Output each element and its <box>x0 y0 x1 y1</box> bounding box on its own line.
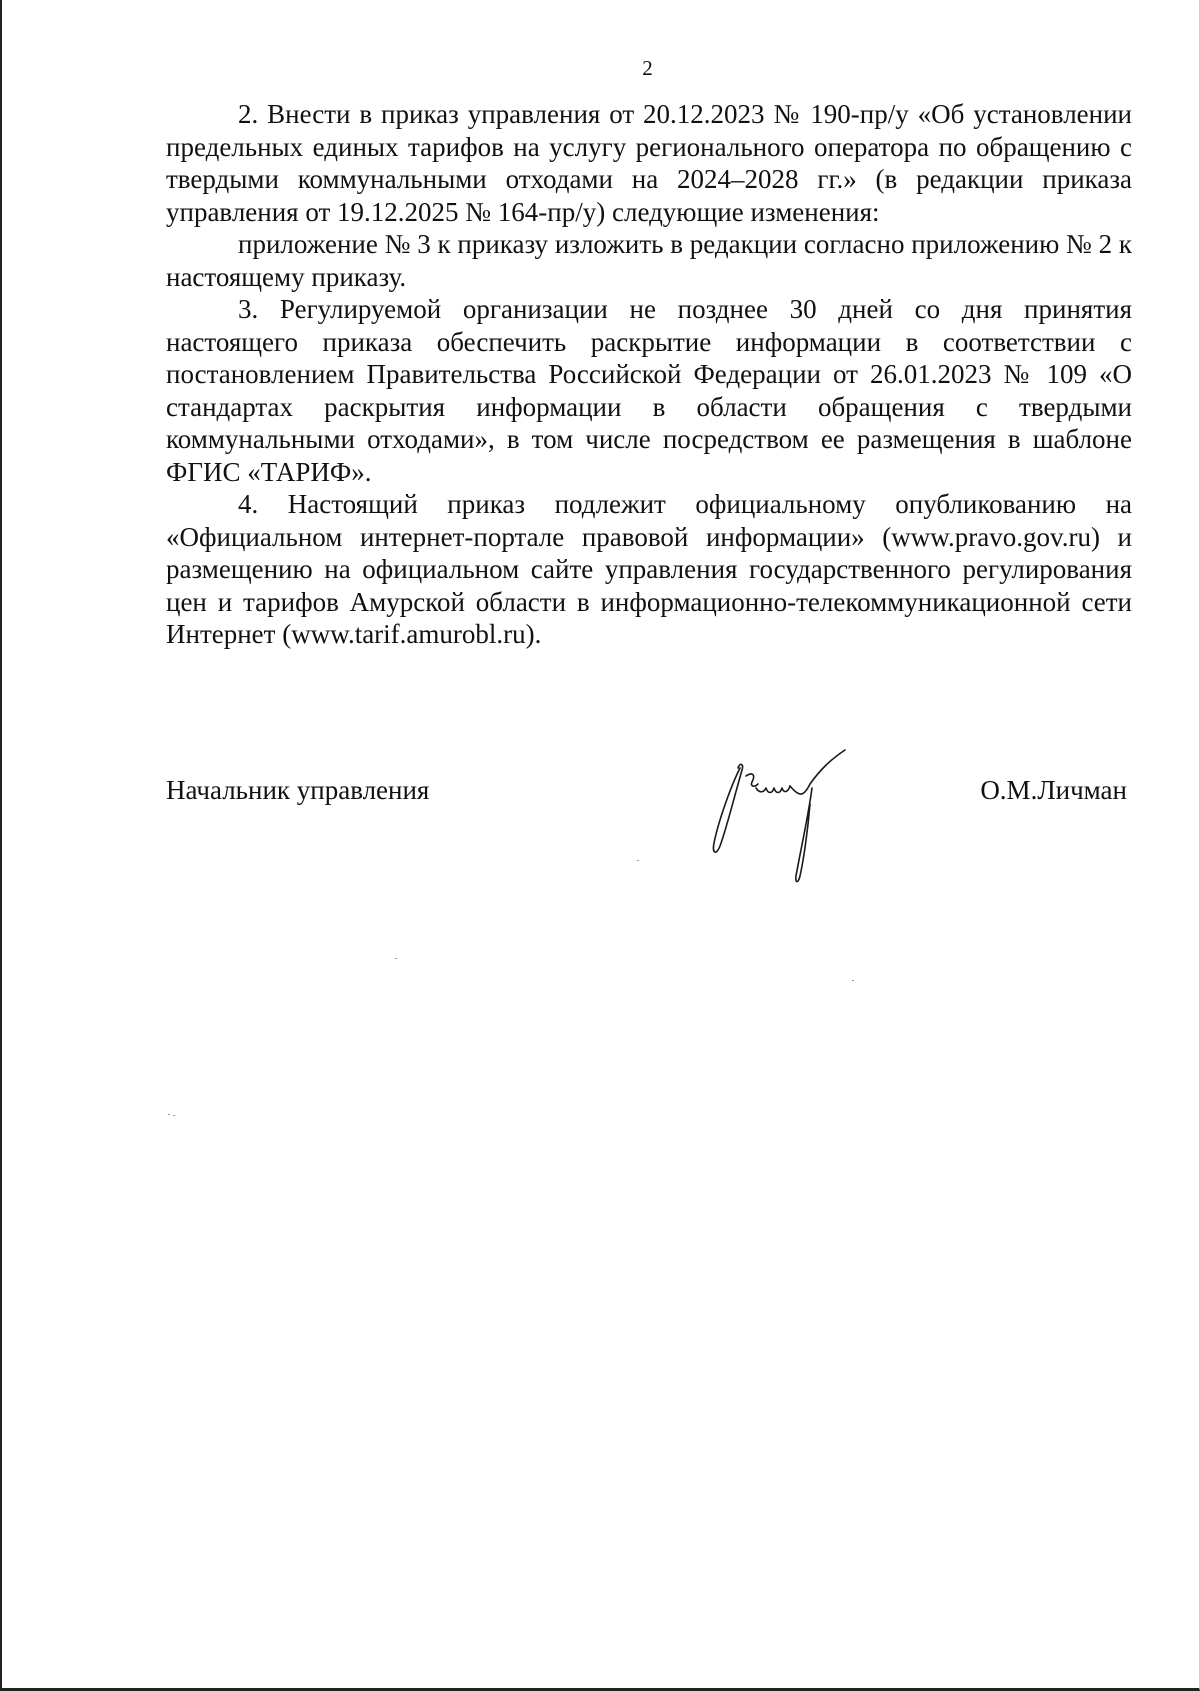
page-number: 2 <box>642 56 653 80</box>
scan-speck <box>852 980 854 981</box>
paragraph-2-annex: приложение № 3 к приказу изложить в редакции согласно приложению № 2 к настоящему приказу. <box>166 229 1132 292</box>
document-body <box>166 98 1132 651</box>
paragraph-2: 2. Внести в приказ управления от 20.12.2023 № 190-пр/у «Об установлении предельных единых тарифов на услугу регионального оператора по обращению с твердыми коммунальными отходами на 2024–2028 гг.» (в редакции приказа управления от 19.12.2025 № 164-пр/у) следующие изменения: <box>166 99 1132 227</box>
paragraph-3: 3. Регулируемой организации не позднее 30 дней со дня принятия настоящего приказа обеспечить раскрытие информации в соответствии с постановлением Правительства Российской Федерации от 26.01.2023 № 109 «О стандартах раскрытия информации в области обращения с твердыми коммунальными отходами», в том числе посредством ее размещения в шаблоне ФГИС «ТАРИФ». <box>166 294 1132 487</box>
scan-speck <box>168 1114 170 1115</box>
handwritten-signature <box>700 748 890 888</box>
signatory-name: О.М.Личман <box>980 775 1127 805</box>
scan-speck <box>173 1115 175 1116</box>
scan-speck <box>637 860 639 861</box>
signatory-role: Начальник управления <box>166 775 430 805</box>
signature-block <box>166 775 1132 815</box>
scan-speck <box>395 958 397 959</box>
paragraph-4: 4. Настоящий приказ подлежит официальному опубликованию на «Официальном интернет-портале правовой информации» (www.pravo.gov.ru) и размещению на официальном сайте управления государственного регулирования цен и тарифов Амурской области в информационно-телекоммуникационной сети Интернет (www.tarif.amurobl.ru). <box>166 489 1132 649</box>
